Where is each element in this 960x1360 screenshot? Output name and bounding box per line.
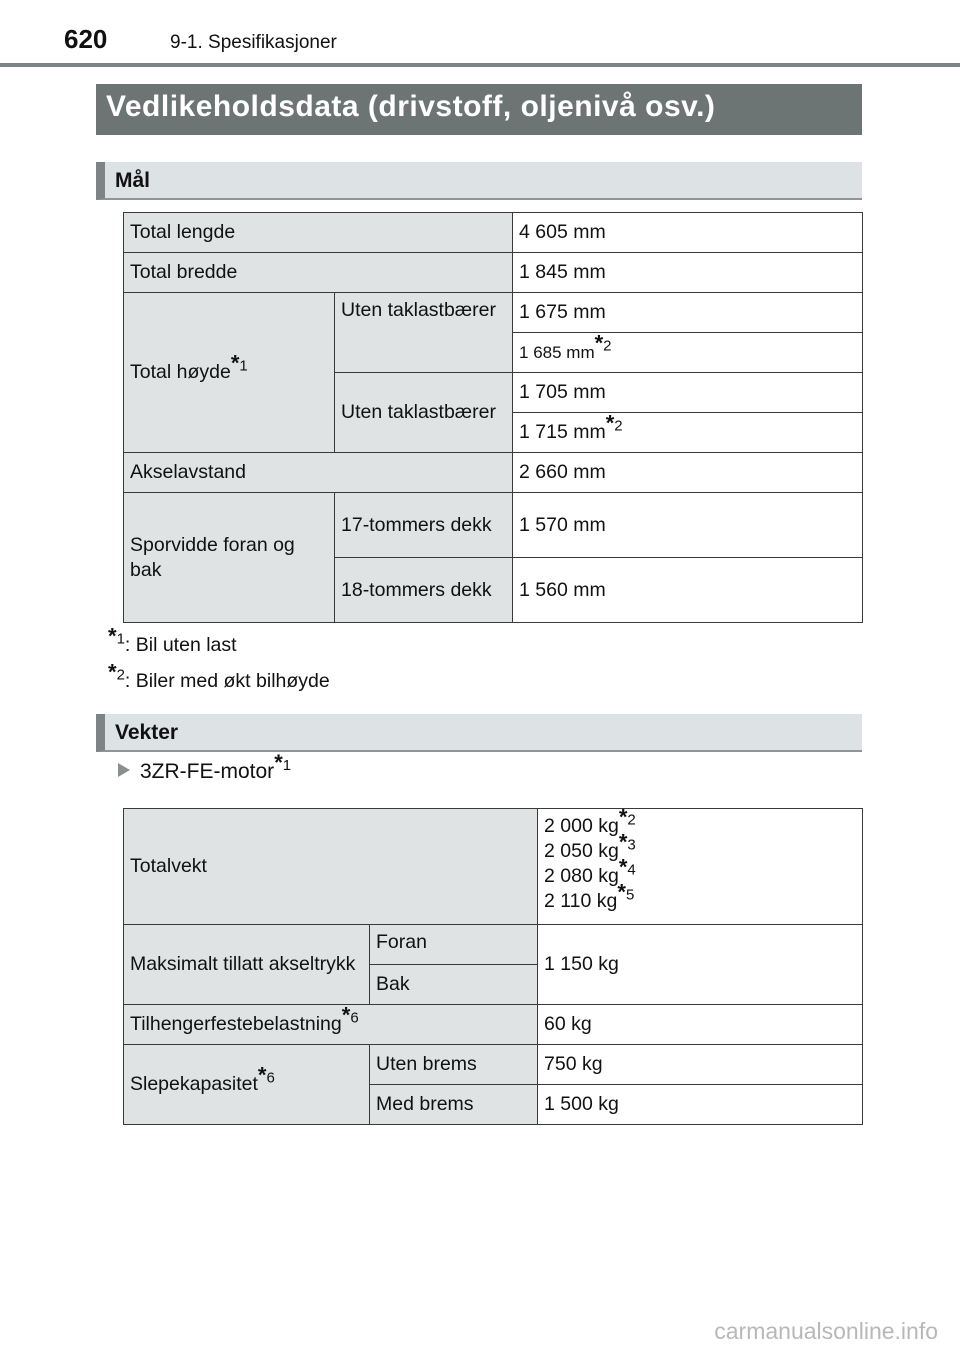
value-text: 2 050 kg: [544, 840, 619, 862]
row-value: [513, 410, 863, 453]
page-title: Vedlikeholdsdata (drivstoff, oljenivå osv.): [96, 84, 862, 135]
sub-label: Uten taklastbærer: [335, 293, 513, 373]
row-value: [513, 330, 863, 373]
row-label-height: [124, 293, 335, 453]
row-label: Totalvekt: [124, 809, 538, 925]
row-value: 1 560 mm: [513, 558, 863, 623]
footnote-ref: 6: [350, 1009, 359, 1027]
weight-value: [544, 804, 856, 839]
row-label: Akselavstand: [124, 453, 513, 493]
footnote-ref: 2: [614, 417, 623, 435]
label-text: Tilhengerfestebelastning: [130, 1013, 342, 1035]
weight-value: [544, 879, 856, 914]
footnote-ref: 2: [627, 811, 636, 829]
asterisk-icon: *: [594, 330, 604, 356]
sub-label: Bak: [370, 965, 538, 1005]
footnote-ref: 1: [239, 357, 248, 375]
row-label: Total bredde: [124, 253, 513, 293]
dimensions-table: [123, 212, 863, 623]
row-value: 1 570 mm: [513, 493, 863, 558]
triangle-bullet-icon: [118, 763, 130, 777]
row-value-list: [538, 804, 863, 925]
asterisk-icon: *: [230, 350, 240, 376]
table-row: [124, 213, 863, 253]
table-row: [124, 253, 863, 293]
row-label: [124, 1002, 538, 1045]
table-row: [124, 1045, 863, 1085]
table-row: [124, 809, 863, 925]
footnote-ref: 2: [603, 337, 612, 355]
asterisk-icon: *: [108, 623, 117, 649]
sub-label: 17-tommers dekk: [335, 493, 513, 558]
footnote-ref: 5: [625, 886, 635, 904]
footnote-text: : Bil uten last: [124, 634, 237, 656]
asterisk-icon: *: [341, 1002, 351, 1028]
footnote-ref: 3: [627, 836, 636, 854]
footnote-ref: 1: [282, 757, 292, 774]
row-value: 2 660 mm: [513, 453, 863, 493]
footnote-ref: 1: [116, 630, 125, 648]
asterisk-icon: *: [274, 750, 283, 775]
weights-table: [123, 804, 863, 1125]
engine-label: 3ZR-FE-motor: [140, 760, 275, 783]
page-number: 620: [64, 24, 108, 54]
engine-heading: [118, 750, 292, 784]
table-row: [124, 1005, 863, 1045]
asterisk-icon: *: [108, 659, 117, 685]
row-value: 4 605 mm: [513, 213, 863, 253]
watermark: carmanualsonline.info: [714, 1318, 938, 1344]
sub-label: Foran: [370, 925, 538, 965]
value-text: 2 080 kg: [544, 865, 619, 887]
asterisk-icon: *: [618, 804, 628, 830]
weight-value: [544, 854, 856, 889]
sub-label: Med brems: [370, 1085, 538, 1125]
value-text: 2 000 kg: [544, 815, 619, 837]
footnote: [108, 623, 237, 657]
weight-value: [544, 829, 856, 864]
asterisk-icon: *: [618, 829, 628, 855]
footnote: [108, 659, 330, 693]
row-value: 1 675 mm: [513, 293, 863, 333]
row-label: Maksimalt tillatt akseltrykk: [124, 925, 370, 1005]
asterisk-icon: *: [617, 879, 626, 905]
footnote-ref: 6: [266, 1069, 275, 1087]
sub-label: Uten brems: [370, 1045, 538, 1085]
value-text: 2 110 kg: [544, 890, 618, 912]
table-row: [124, 493, 863, 558]
footnote-ref: 2: [116, 666, 125, 684]
label-text: Slepekapasitet: [130, 1073, 258, 1095]
asterisk-icon: *: [605, 410, 615, 436]
value-text: 1 685 mm: [519, 343, 595, 362]
sub-label: Uten taklastbærer: [335, 373, 513, 453]
row-value: 750 kg: [538, 1045, 863, 1085]
row-value: 1 500 kg: [538, 1085, 863, 1125]
row-value: 1 845 mm: [513, 253, 863, 293]
value-text: 1 715 mm: [519, 421, 606, 443]
table-row: [124, 925, 863, 965]
table-row: [124, 293, 863, 333]
sub-label: 18-tommers dekk: [335, 558, 513, 623]
footnote-ref: 4: [627, 861, 636, 879]
row-label: Total lengde: [124, 213, 513, 253]
footnote-text: : Biler med økt bilhøyde: [124, 670, 330, 692]
table-row: [124, 453, 863, 493]
header-rule: [0, 63, 960, 67]
row-value: 60 kg: [538, 1005, 863, 1045]
height-label-text: Total høyde: [130, 361, 231, 383]
section-path: 9-1. Spesifikasjoner: [170, 32, 337, 53]
asterisk-icon: *: [257, 1062, 267, 1088]
row-value: 1 705 mm: [513, 373, 863, 413]
row-value: 1 150 kg: [538, 925, 863, 1005]
asterisk-icon: *: [618, 854, 628, 880]
row-label: Sporvidde foran og bak: [124, 493, 335, 623]
section-heading-dimensions: Mål: [96, 162, 862, 200]
section-heading-weights: Vekter: [96, 714, 862, 752]
row-label: [124, 1045, 370, 1125]
